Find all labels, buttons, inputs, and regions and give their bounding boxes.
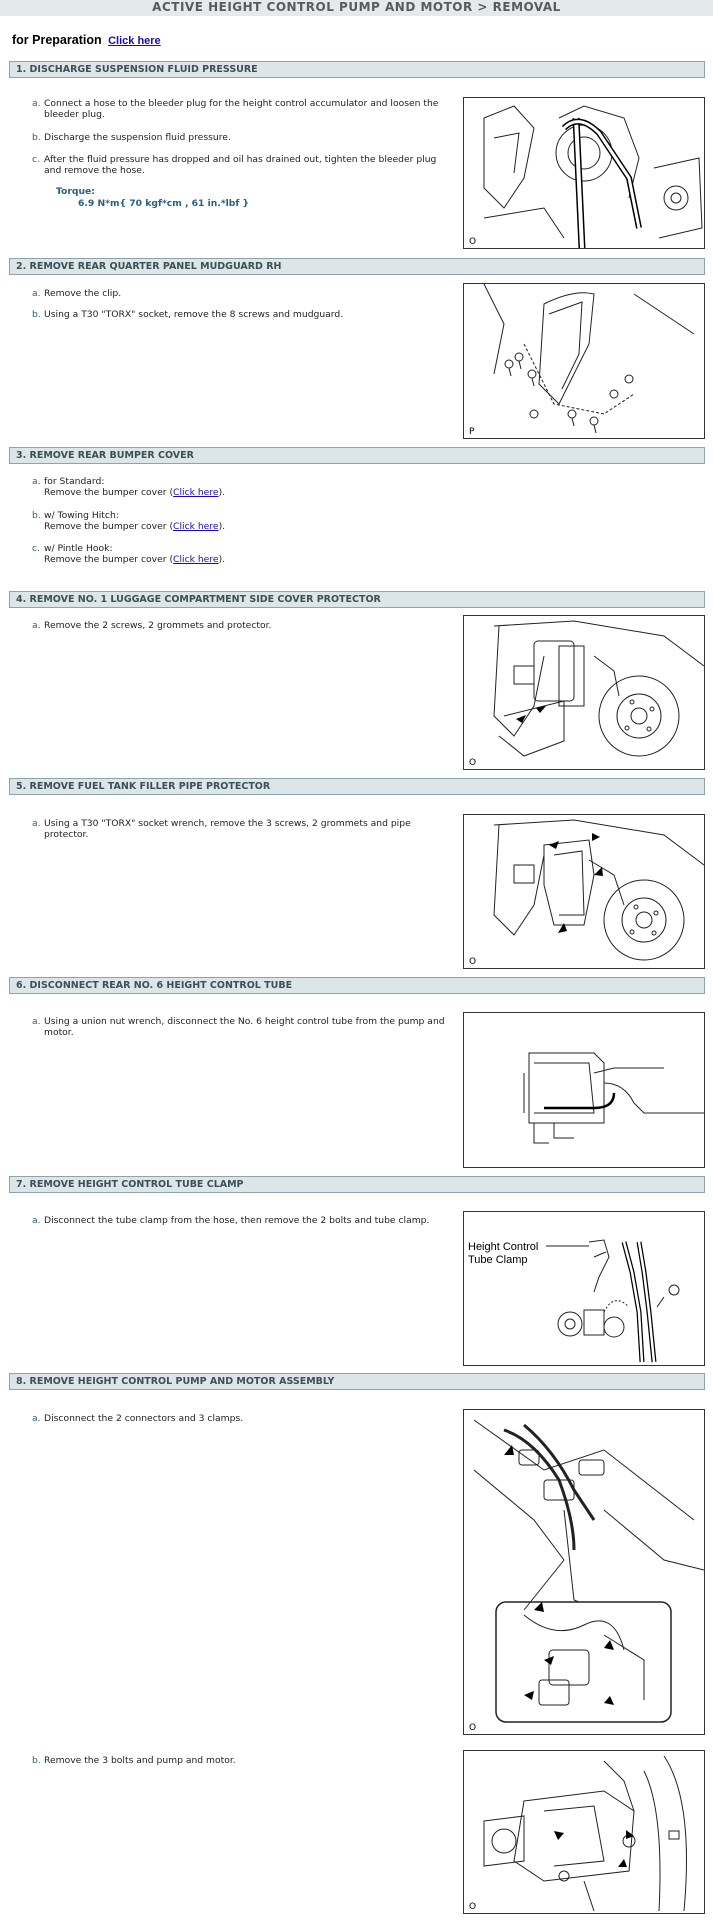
step-condition: for Standard: (44, 476, 105, 487)
illustration-side-cover-protector (463, 615, 705, 770)
step-letter: b. (32, 309, 41, 320)
step-text-suffix: ). (218, 521, 226, 532)
step-text: After the fluid pressure has dropped and oil has drained out, tighten the bleeder plug and remove the hose. (44, 154, 437, 176)
section-header-4: 4. REMOVE NO. 1 LUGGAGE COMPARTMENT SIDE COVER PROTECTOR (9, 591, 705, 608)
step-letter: b. (32, 510, 41, 521)
figure-id: O (469, 758, 477, 768)
step-2a (32, 288, 454, 299)
step-text: Connect a hose to the bleeder plug for the height control accumulator and loosen the bleeder plug. (44, 98, 439, 120)
step-text: Disconnect the 2 connectors and 3 clamps. (44, 1413, 244, 1424)
step-3b (32, 510, 454, 532)
illustration-filler-pipe-protector (463, 814, 705, 969)
preparation-link[interactable]: Click here (108, 35, 161, 47)
step-text: Remove the bumper cover ( (44, 554, 174, 565)
section-header-7: 7. REMOVE HEIGHT CONTROL TUBE CLAMP (9, 1176, 705, 1193)
figure-id: O (469, 237, 477, 247)
figure-id: P (469, 427, 475, 437)
illustration-height-control-tube (463, 1012, 705, 1168)
step-2b (32, 309, 454, 320)
step-5a (32, 818, 454, 840)
step-letter: a. (32, 476, 41, 487)
step-6a (32, 1016, 454, 1038)
step-1c (32, 154, 454, 176)
step-text: Using a union nut wrench, disconnect the No. 6 height control tube from the pump and motor. (44, 1016, 445, 1038)
section-header-1: 1. DISCHARGE SUSPENSION FLUID PRESSURE (9, 61, 705, 78)
section-header-5: 5. REMOVE FUEL TANK FILLER PIPE PROTECTOR (9, 778, 705, 795)
section-header-8: 8. REMOVE HEIGHT CONTROL PUMP AND MOTOR ASSEMBLY (9, 1373, 705, 1390)
step-letter: c. (32, 154, 40, 165)
step-text: Remove the 3 bolts and pump and motor. (44, 1755, 236, 1766)
step-text: Using a T30 "TORX" socket, remove the 8 screws and mudguard. (44, 309, 344, 320)
step-8b (32, 1755, 454, 1766)
figure-id: O (469, 1902, 477, 1912)
step-3a (32, 476, 454, 498)
step-letter: a. (32, 98, 41, 109)
illustration-pump-motor (463, 1750, 705, 1914)
step-text: Discharge the suspension fluid pressure. (44, 132, 231, 143)
step-3c (32, 543, 454, 565)
step-letter: a. (32, 620, 41, 631)
bumper-towing-hitch-link[interactable]: Click here (173, 521, 219, 532)
step-condition: w/ Towing Hitch: (44, 510, 119, 521)
figure-id: O (469, 957, 477, 967)
step-text-suffix: ). (218, 554, 226, 565)
section-header-2: 2. REMOVE REAR QUARTER PANEL MUDGUARD RH (9, 258, 705, 275)
preparation-line (12, 33, 161, 47)
figure-id: O (469, 1723, 477, 1733)
step-letter: a. (32, 1215, 41, 1226)
illustration-mudguard (463, 283, 705, 439)
figure-label-line1: Height Control (468, 1241, 539, 1253)
illustration-tube-clamp (463, 1211, 705, 1366)
step-letter: a. (32, 1016, 41, 1027)
step-8a (32, 1413, 454, 1424)
section-header-6: 6. DISCONNECT REAR NO. 6 HEIGHT CONTROL TUBE (9, 977, 705, 994)
figure-label-line2: Tube Clamp (468, 1254, 528, 1266)
bumper-pintle-hook-link[interactable]: Click here (173, 554, 219, 565)
bumper-standard-link[interactable]: Click here (173, 487, 219, 498)
step-text: Remove the 2 screws, 2 grommets and protector. (44, 620, 272, 631)
step-letter: b. (32, 132, 41, 143)
illustration-connectors-clamps (463, 1409, 705, 1735)
step-1a (32, 98, 454, 120)
step-letter: a. (32, 288, 41, 299)
step-text: Using a T30 "TORX" socket wrench, remove the 3 screws, 2 grommets and pipe protector. (44, 818, 411, 840)
step-letter: a. (32, 1413, 41, 1424)
step-text: Remove the bumper cover ( (44, 487, 174, 498)
step-1b (32, 132, 454, 143)
page-title: ACTIVE HEIGHT CONTROL PUMP AND MOTOR > REMOVAL (0, 0, 713, 16)
step-text: Remove the clip. (44, 288, 122, 299)
step-letter: a. (32, 818, 41, 829)
step-condition: w/ Pintle Hook: (44, 543, 113, 554)
step-7a (32, 1215, 454, 1226)
preparation-label: for Preparation (12, 33, 102, 47)
illustration-bleeder-plug (463, 97, 705, 249)
step-letter: b. (32, 1755, 41, 1766)
step-text: Remove the bumper cover ( (44, 521, 174, 532)
step-letter: c. (32, 543, 40, 554)
step-text-suffix: ). (218, 487, 226, 498)
torque-label: Torque: (56, 186, 95, 197)
step-text: Disconnect the tube clamp from the hose, then remove the 2 bolts and tube clamp. (44, 1215, 430, 1226)
torque-value: 6.9 N*m{ 70 kgf*cm , 61 in.*lbf } (78, 198, 250, 209)
section-header-3: 3. REMOVE REAR BUMPER COVER (9, 447, 705, 464)
step-4a (32, 620, 454, 631)
